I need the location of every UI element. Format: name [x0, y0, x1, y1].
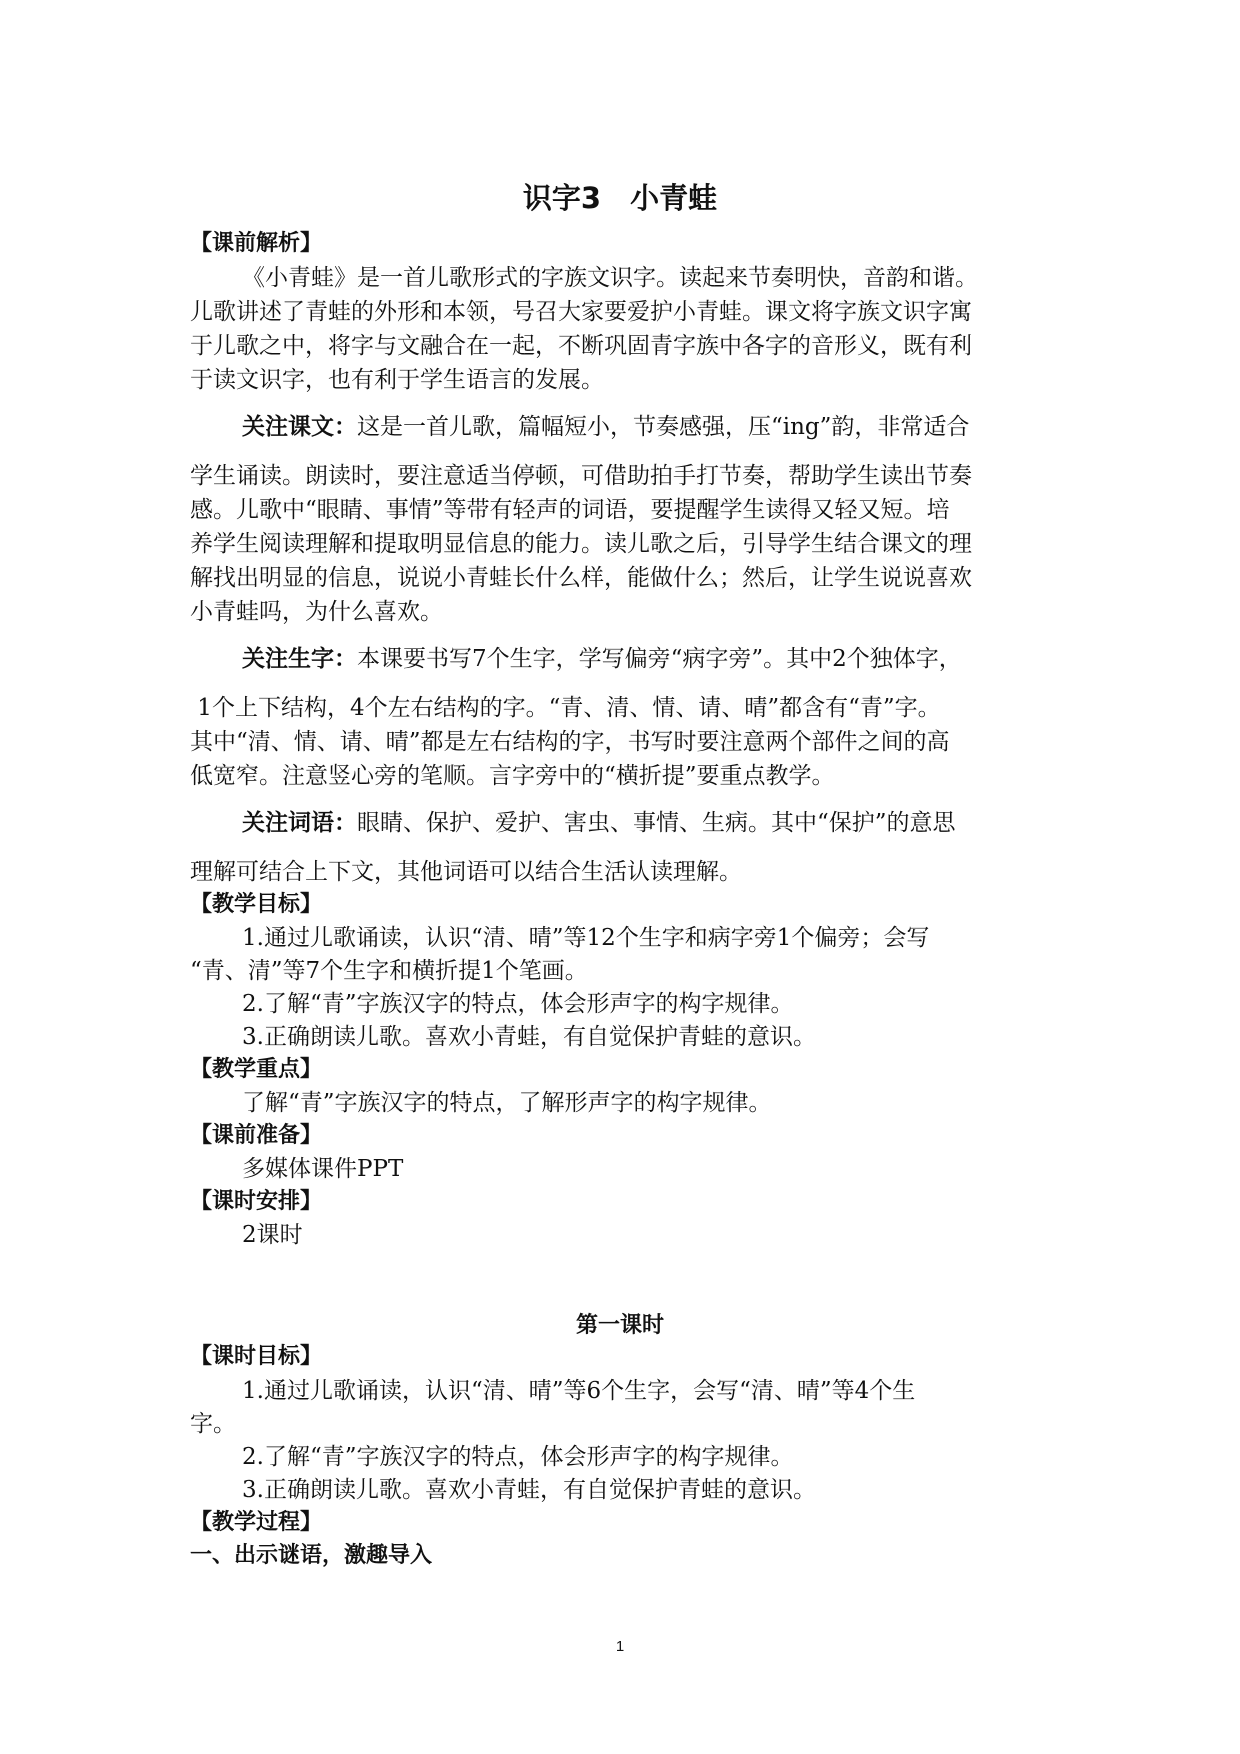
paragraph-line: 本课要书写7个生字，学写偏旁“病字旁”。其中2个独体字，	[357, 646, 962, 672]
paragraph-line: 于读文识字，也有利于学生语言的发展。	[190, 367, 604, 393]
paragraph-line: 这是一首儿歌，篇幅短小，节奏感强，压“ing”韵，非常适合	[357, 414, 970, 440]
paragraph-line: 于儿歌之中，将字与文融合在一起，不断巩固青字族中各字的音形义，既有利	[190, 333, 972, 359]
focus-words-label: 关注词语：	[242, 810, 357, 836]
lesson-goal-item: 1.通过儿歌诵读，认识“清、晴”等6个生字，会写“清、晴”等4个生	[242, 1378, 916, 1404]
lesson-goal-item: 3.正确朗读儿歌。喜欢小青蛙，有自觉保护青蛙的意识。	[242, 1477, 816, 1503]
section-heading-goals: 【教学目标】	[190, 892, 323, 917]
lesson-title: 第一课时	[575, 1313, 664, 1338]
paragraph-line: 眼睛、保护、爱护、害虫、事情、生病。其中“保护”的意思	[357, 810, 956, 836]
goal-item: 2.了解“青”字族汉字的特点，体会形声字的构字规律。	[242, 991, 794, 1017]
paragraph-line: 低宽窄。注意竖心旁的笔顺。言字旁中的“横折提”要重点教学。	[190, 763, 835, 789]
process-step-heading: 一、出示谜语，激趣导入	[190, 1543, 433, 1568]
section-heading-key-point: 【教学重点】	[190, 1057, 323, 1082]
section-heading-preparation: 【课前准备】	[190, 1123, 323, 1148]
paragraph-line: 《小青蛙》是一首儿歌形式的字族文识字。读起来节奏明快，音韵和谐。	[242, 265, 978, 291]
goal-item-continued: “青、清”等7个生字和横折提1个笔画。	[190, 958, 588, 984]
paragraph-line: 1个上下结构，4个左右结构的字。“青、清、情、请、晴”都含有“青”字。	[190, 695, 941, 721]
section-heading-schedule: 【课时安排】	[190, 1189, 323, 1214]
goal-item: 1.通过儿歌诵读，认识“清、晴”等12个生字和病字旁1个偏旁；会写	[242, 925, 930, 951]
page-title: 识字3 小青蛙	[522, 181, 718, 215]
focus-text-first-line	[242, 411, 969, 443]
goal-item: 3.正确朗读儿歌。喜欢小青蛙，有自觉保护青蛙的意识。	[242, 1024, 816, 1050]
section-heading-process: 【教学过程】	[190, 1510, 323, 1535]
paragraph-line: 儿歌讲述了青蛙的外形和本领，号召大家要爱护小青蛙。课文将字族文识字寓	[190, 299, 972, 325]
section-heading-lesson-goals: 【课时目标】	[190, 1344, 323, 1369]
schedule-text: 2课时	[242, 1222, 303, 1248]
paragraph-line: 学生诵读。朗读时，要注意适当停顿，可借助拍手打节奏，帮助学生读出节奏	[190, 463, 972, 489]
paragraph-line: 其中“清、情、请、晴”都是左右结构的字，书写时要注意两个部件之间的高	[190, 729, 950, 755]
paragraph-line: 养学生阅读理解和提取明显信息的能力。读儿歌之后，引导学生结合课文的理	[190, 531, 972, 557]
section-heading-analysis: 【课前解析】	[190, 231, 323, 256]
page-number: 1	[615, 1638, 625, 1655]
paragraph-line: 解找出明显的信息，说说小青蛙长什么样，能做什么；然后，让学生说说喜欢	[190, 565, 972, 591]
paragraph-line: 小青蛙吗，为什么喜欢。	[190, 599, 443, 625]
paragraph-line: 感。儿歌中“眼睛、事情”等带有轻声的词语，要提醒学生读得又轻又短。培	[190, 497, 950, 523]
lesson-goal-item: 2.了解“青”字族汉字的特点，体会形声字的构字规律。	[242, 1444, 794, 1470]
focus-chars-label: 关注生字：	[242, 646, 357, 672]
paragraph-line: 理解可结合上下文，其他词语可以结合生活认读理解。	[190, 859, 742, 885]
focus-words-first-line	[242, 807, 956, 839]
lesson-goal-item-continued: 字。	[190, 1411, 236, 1437]
focus-chars-first-line	[242, 643, 962, 675]
preparation-text: 多媒体课件PPT	[242, 1156, 404, 1182]
key-point-text: 了解“青”字族汉字的特点，了解形声字的构字规律。	[242, 1090, 772, 1116]
focus-text-label: 关注课文：	[242, 414, 357, 440]
